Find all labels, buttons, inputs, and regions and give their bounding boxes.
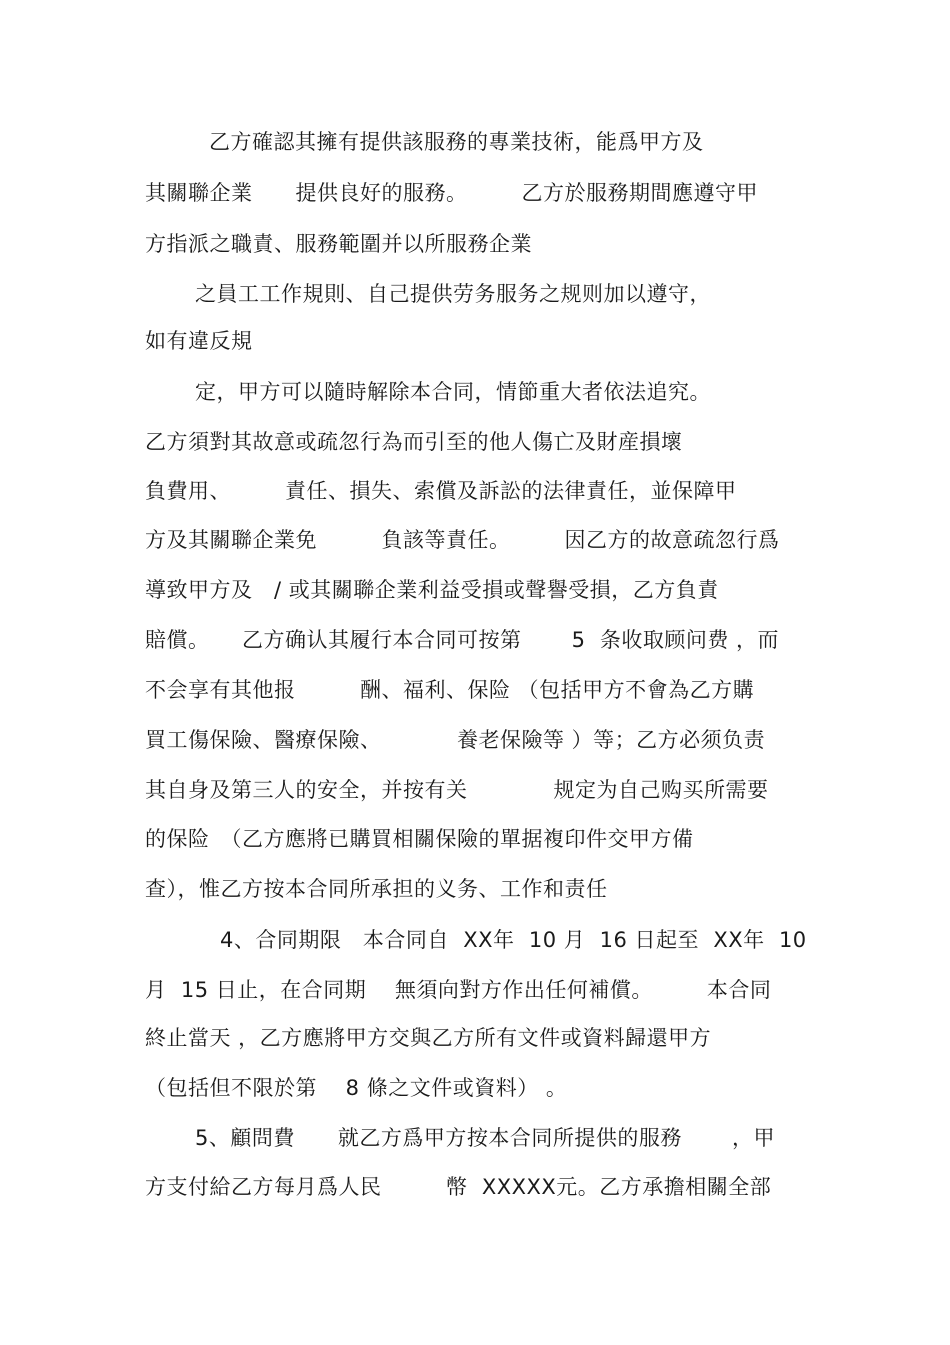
text-line-21: 5、顧問費 就乙方爲甲方按本合同所提供的服務 ，甲	[195, 1126, 776, 1150]
text-line-5: 如有違反規	[145, 329, 253, 353]
text-line-17: 4、合同期限 本合同自 XX年 10 月 16 日起至 XX年 10	[220, 928, 807, 952]
text-line-2: 其關聯企業 提供良好的服務。 乙方於服務期間應遵守甲	[145, 181, 758, 205]
text-line-3: 方指派之職責、服務範圍并以所服務企業	[145, 232, 532, 256]
text-line-7: 乙方須對其故意或疏忽行為而引至的他人傷亡及財産損壞	[145, 430, 683, 454]
text-line-14: 其自身及第三人的安全，并按有关 规定为自己购买所需要	[145, 778, 769, 802]
text-line-12: 不会享有其他报 酬、福利、保险 （包括甲方不會為乙方購	[145, 678, 755, 702]
text-line-18: 月 15 日止，在合同期 無須向對方作出任何補償。 本合同	[145, 978, 772, 1002]
text-line-20: （包括但不限於第 8 條之文件或資料） 。	[145, 1076, 568, 1100]
text-line-15: 的保险 （乙方應將已購買相關保險的單据複印件交甲方備	[145, 827, 694, 851]
text-line-19: 終止當天 ，乙方應將甲方交與乙方所有文件或資料歸還甲方	[145, 1026, 712, 1050]
text-line-9: 方及其關聯企業免 負該等責任。 因乙方的故意疏忽行爲	[145, 528, 780, 552]
text-line-16: 查），惟乙方按本合同所承担的义务、工作和责任	[145, 877, 608, 901]
text-line-11: 賠償。 乙方确认其履行本合同可按第 5 条收取顾问费 ，而	[145, 628, 780, 652]
text-line-8: 負費用、 責任、損失、索償及訴訟的法律責任，並保障甲	[145, 479, 737, 503]
text-line-6: 定，甲方可以隨時解除本合同，情節重大者依法追究。	[195, 380, 711, 404]
text-line-10: 導致甲方及 / 或其關聯企業利益受損或聲譽受損，乙方負責	[145, 578, 719, 602]
text-line-13: 買工傷保險、醫療保險、 養老保險等 ）等；乙方必须负责	[145, 728, 766, 752]
text-line-4: 之員工工作規則、自己提供劳务服务之规则加以遵守，	[195, 282, 711, 306]
text-line-1: 乙方確認其擁有提供該服務的專業技術，能爲甲方及	[209, 130, 704, 154]
text-line-22: 方支付給乙方每月爲人民 幣 XXXXX元。乙方承擔相關全部	[145, 1175, 772, 1199]
